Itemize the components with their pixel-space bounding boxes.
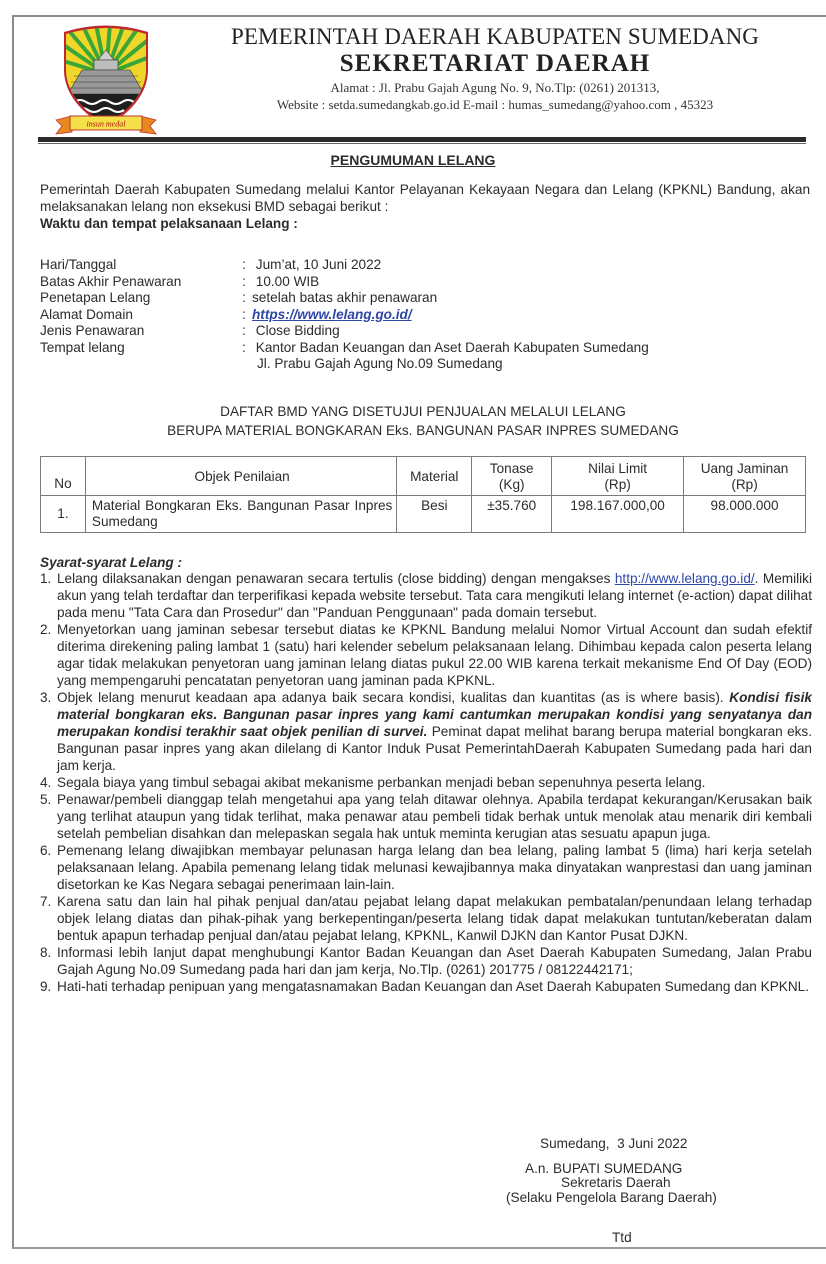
schedule-venue-address: Jl. Prabu Gajah Agung No.09 Sumedang <box>257 356 503 371</box>
table-row <box>41 496 806 533</box>
schedule-label: Hari/Tanggal <box>40 257 117 272</box>
schedule-row-determination <box>40 289 810 306</box>
svg-text:insun medal: insun medal <box>86 119 126 129</box>
schedule-label: Jenis Penawaran <box>40 323 145 338</box>
signature-role: (Selaku Pengelola Barang Daerah) <box>506 1190 717 1205</box>
bmd-list-title-line2: BERUPA MATERIAL BONGKARAN Eks. BANGUNAN PASAR INPRES SUMEDANG <box>167 423 679 438</box>
col-header-tonase: Tonase (Kg) <box>472 457 552 496</box>
cell-no: 1. <box>41 496 86 533</box>
requirement-number: 4. <box>40 775 52 790</box>
col-header-objek: Objek Penilaian <box>85 457 396 496</box>
requirement-item: 1. Lelang dilaksanakan dengan penawaran secara tertulis (close bidding) dengan mengakses http://www.lelang.go.id/. Memiliki akun yang telah terdaftar dan terperifikasi kepada website tersebut. Tata cara mengikuti lelang internet (e-action) dapat dilihat pada menu "Tata Cara dan Prosedur" dan "Panduan Penggunaan" pada domain tersebut. <box>40 571 812 620</box>
requirement-item: 8. Informasi lebih lanjut dapat menghubungi Kantor Badan Keuangan dan Aset Daerah Kabupaten Sumedang, Jalan Prabu Gajah Agung No.09 Sumedang pada hari dan jam kerja, No.Tlp. (0261) 201775 / 08122442171; <box>40 945 812 977</box>
letterhead-address: Alamat : Jl. Prabu Gajah Agung No. 9, No.Tlp: (0261) 201313, <box>330 80 660 95</box>
schedule-value: 10.00 WIB <box>252 273 320 289</box>
bmd-auction-table <box>40 456 806 533</box>
schedule-label: Tempat lelang <box>40 339 125 355</box>
schedule-row-date <box>40 256 810 273</box>
signature-ttd: Ttd <box>612 1230 632 1245</box>
cell-material: Besi <box>397 496 472 533</box>
requirement-item: 4. Segala biaya yang timbul sebagai akibat mekanisme perbankan menjadi beban sepenuhnya peserta lelang. <box>40 775 706 790</box>
cell-uang-jaminan: 98.000.000 <box>684 496 806 533</box>
lelang-website-link[interactable]: http://www.lelang.go.id/ <box>614 571 755 586</box>
col-header-nilai-limit: Nilai Limit (Rp) <box>552 457 684 496</box>
letterhead-office-name: SEKRETARIAT DAERAH <box>339 50 651 77</box>
letterhead-rule-thin <box>38 143 806 144</box>
requirement-item: 7. Karena satu dan lain hal pihak penjual dan/atau pejabat lelang dapat melakukan pembatalan/penundaan lelang terhadap objek lelang diatas dan pihak-pihak yang berkepentingan/peserta lelang tidak dapat melakukan tuntutan/keberatan dalam bentuk apapun terhadap penjual dan/atau pejabat lelang, KPKNL, Kanwil DJKN dan Kantor Pusat DJKN. <box>40 894 812 943</box>
requirement-item: 9. Hati-hati terhadap penipuan yang mengatasnamakan Badan Keuangan dan Aset Daerah Kabupaten Sumedang dan KPKNL. <box>40 979 809 994</box>
requirement-number: 5. <box>40 792 52 807</box>
requirement-number: 6. <box>40 843 52 858</box>
cell-tonase: ±35.760 <box>472 496 552 533</box>
requirement-item: 5. Penawar/pembeli dianggap telah mengetahui apa yang telah ditawar olehnya. Apabila terdapat kekurangan/Kerusakan baik yang terlihat ataupun yang tidak terlihat, maka penawar atau pembeli tidak berhak untuk menolak atau menarik diri kembali setelah pembelian disahkan dan melepaskan segala hak untuk meminta kerugian atas sesuatu apapun juga. <box>40 792 812 841</box>
schedule-details <box>40 256 810 372</box>
requirement-item: 3. Objek lelang menurut keadaan apa adanya baik secara kondisi, kualitas dan kuantitas (as is where basis). Kondisi fisik material bongkaran eks. Bangunan pasar inpres yang kami cantumkan merupakan kondisi yang senyatanya dan merupakan kondisi terakhir saat objek penilian di survei. Peminat dapat melihat barang berupa material bongkaran eks. Bangunan pasar inpres yang akan dilelang di Kantor Induk Pusat PemerintahDaerah Kabupaten Sumedang pada hari dan jam kerja. <box>40 690 813 773</box>
requirement-number: 7. <box>40 894 52 909</box>
bmd-list-title <box>0 402 826 440</box>
schedule-colon: : <box>242 323 246 338</box>
letterhead-rule-thick <box>38 137 806 142</box>
letterhead-website-email: Website : setda.sumedangkab.go.id E-mail : humas_sumedang@yahoo.com , 45323 <box>276 97 714 112</box>
schedule-label: Alamat Domain <box>40 306 133 322</box>
sumedang-coat-of-arms-logo <box>52 24 160 136</box>
schedule-colon: : <box>242 273 246 289</box>
schedule-row-deadline <box>40 273 810 290</box>
bmd-list-title-line1: DAFTAR BMD YANG DISETUJUI PENJUALAN MELALUI LELANG <box>220 404 626 419</box>
table-header-row <box>41 457 806 496</box>
schedule-value: Jum’at, 10 Juni 2022 <box>252 257 382 272</box>
document-title: PENGUMUMAN LELANG <box>330 152 496 168</box>
requirements-list <box>40 570 812 995</box>
requirement-item: 6. Pemenang lelang diwajibkan membayar pelunasan harga lelang dan bea lelang, paling lambat 5 (lima) hari kerja setelah pelaksanaan lelang. Apabila pemenang lelang tidak melunasi kewajibannya maka dinyatakan wanprestasi dan uang jaminan disetorkan ke Kas Negara sebagai penerimaan lain-lain. <box>40 843 812 892</box>
col-header-no: No <box>41 457 86 496</box>
schedule-colon: : <box>242 257 246 272</box>
schedule-value: Kantor Badan Keuangan dan Aset Daerah Kabupaten Sumedang <box>252 339 649 355</box>
schedule-colon: : <box>242 290 246 305</box>
condition-emphasis: Kondisi fisik material bongkaran eks. Bangunan pasar inpres yang kami cantumkan merupakan kondisi yang senyatanya dan merupakan kondisi terakhir saat objek penilian di survei. <box>57 690 812 739</box>
schedule-row-venue <box>40 339 810 356</box>
letterhead-government-name: PEMERINTAH DAERAH KABUPATEN SUMEDANG <box>230 24 760 49</box>
requirement-number: 1. <box>40 571 52 586</box>
requirement-item: 2. Menyetorkan uang jaminan sebesar tersebut diatas ke KPKNL Bandung melalui Nomor Virtual Account dan sudah efektif diterima direkening paling lambat 1 (satu) hari kelender sebelum pelaksanaan lelang. Dihimbau kepada calon peserta lelang agar tidak melakukan penyetoran uang jaminan lelang diatas pukul 22.00 WIB karena terkait mekanisme End Of Day (EOD) yang mempengaruhi pencatatan penyetoran uang jaminan pada KPKNL. <box>40 622 812 688</box>
lelang-domain-link[interactable]: https://www.lelang.go.id/ <box>252 306 412 322</box>
signature-on-behalf: A.n. BUPATI SUMEDANG <box>525 1161 683 1176</box>
requirement-number: 3. <box>40 690 52 705</box>
col-header-uang-jaminan: Uang Jaminan (Rp) <box>684 457 806 496</box>
requirements-title: Syarat-syarat Lelang : <box>40 555 183 570</box>
cell-nilai-limit: 198.167.000,00 <box>552 496 684 533</box>
schedule-label: Batas Akhir Penawaran <box>40 273 182 289</box>
signature-position: Sekretaris Daerah <box>561 1175 671 1190</box>
requirement-number: 9. <box>40 979 52 994</box>
schedule-value: setelah batas akhir penawaran <box>252 290 438 305</box>
signature-place-date: Sumedang, 3 Juni 2022 <box>540 1136 688 1151</box>
schedule-value: Close Bidding <box>252 323 340 338</box>
intro-paragraph: Pemerintah Daerah Kabupaten Sumedang melalui Kantor Pelayanan Kekayaan Negara dan Lelang (KPKNL) Bandung, akan melaksanakan lelang non eksekusi BMD sebagai berikut : <box>40 182 810 214</box>
col-header-material: Material <box>397 457 472 496</box>
schedule-heading: Waktu dan tempat pelaksanaan Lelang : <box>40 216 298 231</box>
schedule-colon: : <box>242 306 246 322</box>
schedule-row-bid-type <box>40 322 810 339</box>
cell-objek: Material Bongkaran Eks. Bangunan Pasar Inpres Sumedang <box>85 496 396 533</box>
schedule-row-domain <box>40 306 810 323</box>
requirement-number: 8. <box>40 945 52 960</box>
schedule-colon: : <box>242 339 246 355</box>
requirement-number: 2. <box>40 622 52 637</box>
schedule-label: Penetapan Lelang <box>40 290 151 305</box>
